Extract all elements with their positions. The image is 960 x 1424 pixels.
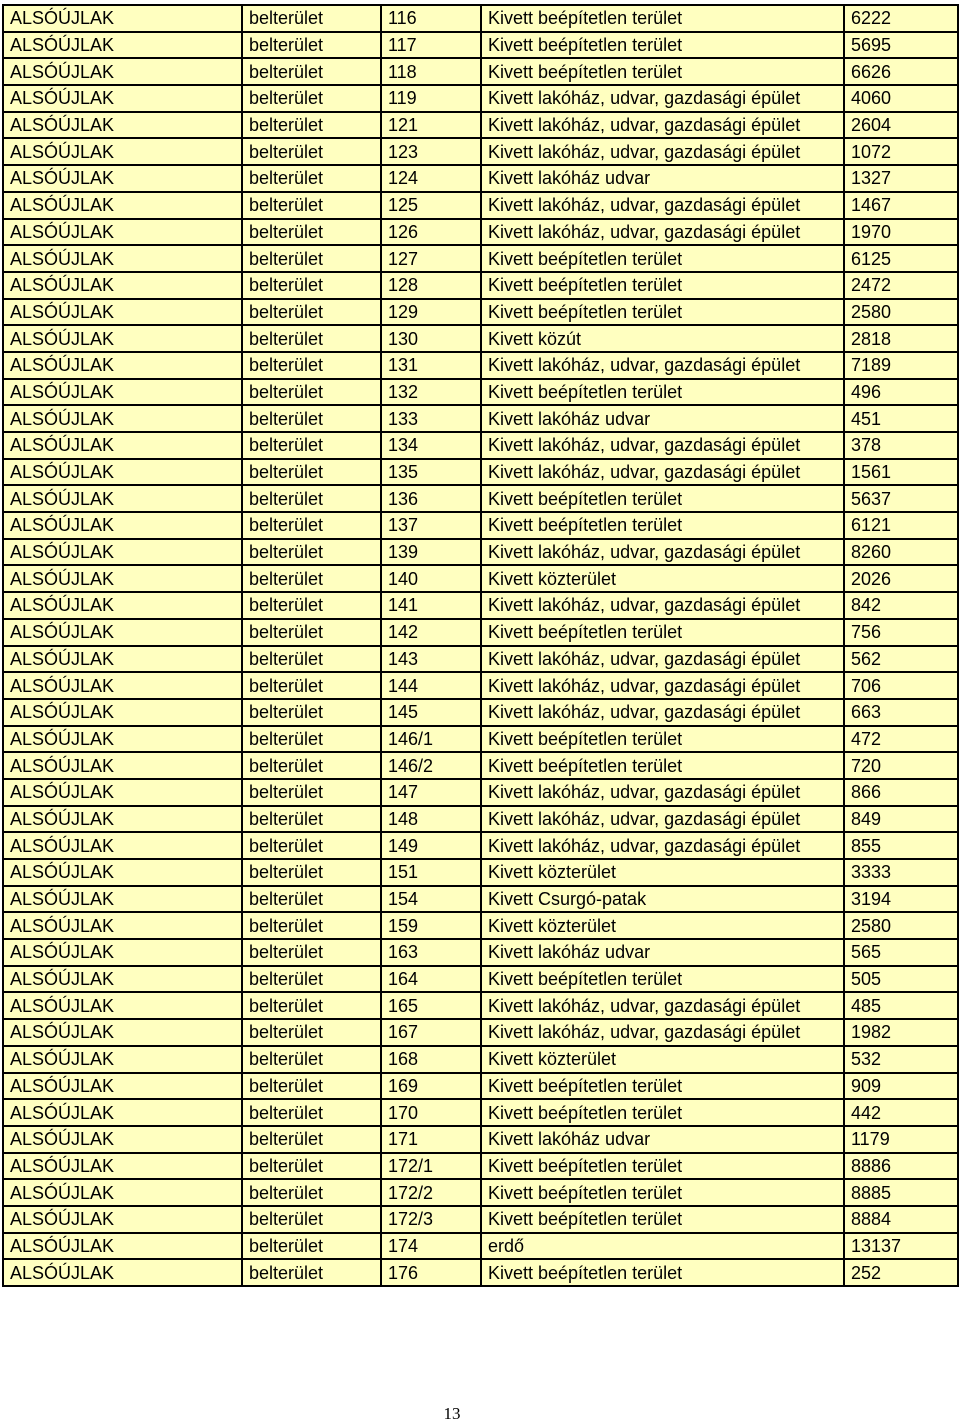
parcel-number-cell: 139	[381, 539, 481, 566]
table-row	[3, 245, 958, 272]
land-use-cell: Kivett közút	[481, 325, 844, 352]
parcel-number-cell: 172/1	[381, 1153, 481, 1180]
area-size-cell: 2580	[844, 912, 958, 939]
area-size-cell: 532	[844, 1046, 958, 1073]
parcel-number-cell: 148	[381, 806, 481, 833]
area-size-cell: 4060	[844, 85, 958, 112]
table-row	[3, 832, 958, 859]
area-size-cell: 756	[844, 619, 958, 646]
land-use-cell: Kivett beépítetlen terület	[481, 966, 844, 993]
settlement-cell: ALSÓÚJLAK	[3, 58, 242, 85]
table-body	[3, 5, 958, 1286]
land-use-cell: Kivett beépítetlen terület	[481, 32, 844, 59]
area-type-cell: belterület	[242, 85, 381, 112]
parcel-number-cell: 124	[381, 165, 481, 192]
area-size-cell: 8885	[844, 1179, 958, 1206]
parcel-number-cell: 172/2	[381, 1179, 481, 1206]
land-use-cell: Kivett lakóház udvar	[481, 405, 844, 432]
area-size-cell: 1970	[844, 219, 958, 246]
area-type-cell: belterület	[242, 672, 381, 699]
table-row	[3, 699, 958, 726]
area-type-cell: belterület	[242, 32, 381, 59]
land-use-cell: Kivett lakóház, udvar, gazdasági épület	[481, 592, 844, 619]
area-size-cell: 485	[844, 992, 958, 1019]
table-row	[3, 992, 958, 1019]
area-type-cell: belterület	[242, 565, 381, 592]
land-use-cell: Kivett lakóház, udvar, gazdasági épület	[481, 192, 844, 219]
settlement-cell: ALSÓÚJLAK	[3, 1233, 242, 1260]
area-size-cell: 1982	[844, 1019, 958, 1046]
table-row	[3, 726, 958, 753]
land-use-cell: Kivett lakóház udvar	[481, 939, 844, 966]
parcel-number-cell: 126	[381, 219, 481, 246]
area-type-cell: belterület	[242, 1233, 381, 1260]
settlement-cell: ALSÓÚJLAK	[3, 619, 242, 646]
parcel-number-cell: 170	[381, 1099, 481, 1126]
settlement-cell: ALSÓÚJLAK	[3, 1019, 242, 1046]
parcel-number-cell: 159	[381, 912, 481, 939]
settlement-cell: ALSÓÚJLAK	[3, 379, 242, 406]
area-type-cell: belterület	[242, 58, 381, 85]
settlement-cell: ALSÓÚJLAK	[3, 325, 242, 352]
area-type-cell: belterület	[242, 992, 381, 1019]
area-size-cell: 663	[844, 699, 958, 726]
table-row	[3, 806, 958, 833]
parcel-number-cell: 146/2	[381, 752, 481, 779]
parcel-number-cell: 169	[381, 1073, 481, 1100]
land-use-cell: Kivett lakóház, udvar, gazdasági épület	[481, 85, 844, 112]
table-row	[3, 939, 958, 966]
area-type-cell: belterület	[242, 245, 381, 272]
land-use-cell: Kivett beépítetlen terület	[481, 245, 844, 272]
land-use-cell: Kivett beépítetlen terület	[481, 379, 844, 406]
area-size-cell: 8886	[844, 1153, 958, 1180]
parcel-number-cell: 132	[381, 379, 481, 406]
table-row	[3, 646, 958, 673]
table-row	[3, 619, 958, 646]
table-row	[3, 192, 958, 219]
table-row	[3, 859, 958, 886]
parcel-number-cell: 118	[381, 58, 481, 85]
area-type-cell: belterület	[242, 299, 381, 326]
area-size-cell: 2818	[844, 325, 958, 352]
parcel-number-cell: 141	[381, 592, 481, 619]
parcel-number-cell: 163	[381, 939, 481, 966]
table-row	[3, 58, 958, 85]
table-row	[3, 299, 958, 326]
area-type-cell: belterület	[242, 1259, 381, 1286]
land-use-cell: Kivett beépítetlen terület	[481, 726, 844, 753]
table-row	[3, 165, 958, 192]
area-type-cell: belterület	[242, 832, 381, 859]
parcel-number-cell: 140	[381, 565, 481, 592]
area-type-cell: belterület	[242, 138, 381, 165]
parcel-number-cell: 176	[381, 1259, 481, 1286]
area-type-cell: belterület	[242, 1126, 381, 1153]
table-row	[3, 138, 958, 165]
settlement-cell: ALSÓÚJLAK	[3, 219, 242, 246]
land-use-cell: erdő	[481, 1233, 844, 1260]
area-size-cell: 1467	[844, 192, 958, 219]
area-size-cell: 1072	[844, 138, 958, 165]
land-use-cell: Kivett közterület	[481, 1046, 844, 1073]
area-size-cell: 2580	[844, 299, 958, 326]
area-type-cell: belterület	[242, 432, 381, 459]
table-row	[3, 779, 958, 806]
area-size-cell: 451	[844, 405, 958, 432]
land-use-cell: Kivett lakóház, udvar, gazdasági épület	[481, 432, 844, 459]
land-use-cell: Kivett lakóház udvar	[481, 165, 844, 192]
settlement-cell: ALSÓÚJLAK	[3, 1126, 242, 1153]
land-use-cell: Kivett lakóház, udvar, gazdasági épület	[481, 352, 844, 379]
parcel-number-cell: 137	[381, 512, 481, 539]
page-number: 13	[443, 1404, 461, 1423]
area-size-cell: 505	[844, 966, 958, 993]
land-use-cell: Kivett lakóház, udvar, gazdasági épület	[481, 832, 844, 859]
table-row	[3, 912, 958, 939]
settlement-cell: ALSÓÚJLAK	[3, 485, 242, 512]
table-row	[3, 379, 958, 406]
parcel-number-cell: 134	[381, 432, 481, 459]
settlement-cell: ALSÓÚJLAK	[3, 192, 242, 219]
land-use-cell: Kivett beépítetlen terület	[481, 272, 844, 299]
area-size-cell: 472	[844, 726, 958, 753]
settlement-cell: ALSÓÚJLAK	[3, 646, 242, 673]
table-row	[3, 1099, 958, 1126]
settlement-cell: ALSÓÚJLAK	[3, 112, 242, 139]
table-row	[3, 592, 958, 619]
area-type-cell: belterület	[242, 939, 381, 966]
area-size-cell: 2472	[844, 272, 958, 299]
area-type-cell: belterület	[242, 379, 381, 406]
area-type-cell: belterület	[242, 1179, 381, 1206]
parcel-number-cell: 142	[381, 619, 481, 646]
settlement-cell: ALSÓÚJLAK	[3, 539, 242, 566]
land-use-cell: Kivett beépítetlen terület	[481, 512, 844, 539]
land-use-cell: Kivett beépítetlen terület	[481, 58, 844, 85]
land-use-cell: Kivett lakóház, udvar, gazdasági épület	[481, 459, 844, 486]
settlement-cell: ALSÓÚJLAK	[3, 1206, 242, 1233]
area-size-cell: 1327	[844, 165, 958, 192]
parcel-number-cell: 165	[381, 992, 481, 1019]
settlement-cell: ALSÓÚJLAK	[3, 859, 242, 886]
land-use-cell: Kivett lakóház, udvar, gazdasági épület	[481, 138, 844, 165]
area-size-cell: 7189	[844, 352, 958, 379]
land-use-cell: Kivett lakóház, udvar, gazdasági épület	[481, 779, 844, 806]
area-size-cell: 6222	[844, 5, 958, 32]
area-size-cell: 5695	[844, 32, 958, 59]
parcel-number-cell: 151	[381, 859, 481, 886]
area-size-cell: 2604	[844, 112, 958, 139]
area-size-cell: 252	[844, 1259, 958, 1286]
settlement-cell: ALSÓÚJLAK	[3, 1046, 242, 1073]
land-use-cell: Kivett közterület	[481, 565, 844, 592]
settlement-cell: ALSÓÚJLAK	[3, 912, 242, 939]
table-row	[3, 1233, 958, 1260]
area-type-cell: belterület	[242, 912, 381, 939]
table-row	[3, 512, 958, 539]
area-type-cell: belterület	[242, 619, 381, 646]
area-size-cell: 855	[844, 832, 958, 859]
area-type-cell: belterület	[242, 859, 381, 886]
settlement-cell: ALSÓÚJLAK	[3, 459, 242, 486]
parcel-number-cell: 147	[381, 779, 481, 806]
table-row	[3, 1019, 958, 1046]
land-use-cell: Kivett beépítetlen terület	[481, 299, 844, 326]
parcel-number-cell: 133	[381, 405, 481, 432]
area-type-cell: belterület	[242, 699, 381, 726]
area-type-cell: belterület	[242, 1206, 381, 1233]
land-use-cell: Kivett beépítetlen terület	[481, 619, 844, 646]
area-type-cell: belterület	[242, 886, 381, 913]
parcel-number-cell: 171	[381, 1126, 481, 1153]
settlement-cell: ALSÓÚJLAK	[3, 32, 242, 59]
parcel-number-cell: 154	[381, 886, 481, 913]
parcel-number-cell: 136	[381, 485, 481, 512]
settlement-cell: ALSÓÚJLAK	[3, 165, 242, 192]
table-row	[3, 112, 958, 139]
settlement-cell: ALSÓÚJLAK	[3, 779, 242, 806]
land-use-cell: Kivett lakóház, udvar, gazdasági épület	[481, 219, 844, 246]
parcel-number-cell: 149	[381, 832, 481, 859]
settlement-cell: ALSÓÚJLAK	[3, 512, 242, 539]
settlement-cell: ALSÓÚJLAK	[3, 832, 242, 859]
area-type-cell: belterület	[242, 1153, 381, 1180]
area-type-cell: belterület	[242, 646, 381, 673]
area-type-cell: belterület	[242, 512, 381, 539]
table-row	[3, 539, 958, 566]
area-type-cell: belterület	[242, 165, 381, 192]
settlement-cell: ALSÓÚJLAK	[3, 726, 242, 753]
area-size-cell: 8260	[844, 539, 958, 566]
area-type-cell: belterület	[242, 405, 381, 432]
table-row	[3, 459, 958, 486]
settlement-cell: ALSÓÚJLAK	[3, 992, 242, 1019]
area-type-cell: belterület	[242, 752, 381, 779]
area-type-cell: belterület	[242, 112, 381, 139]
table-row	[3, 1073, 958, 1100]
area-type-cell: belterület	[242, 806, 381, 833]
settlement-cell: ALSÓÚJLAK	[3, 565, 242, 592]
area-type-cell: belterület	[242, 779, 381, 806]
table-row	[3, 5, 958, 32]
parcel-number-cell: 123	[381, 138, 481, 165]
settlement-cell: ALSÓÚJLAK	[3, 432, 242, 459]
settlement-cell: ALSÓÚJLAK	[3, 939, 242, 966]
parcel-number-cell: 125	[381, 192, 481, 219]
land-use-cell: Kivett beépítetlen terület	[481, 5, 844, 32]
area-size-cell: 706	[844, 672, 958, 699]
table-row	[3, 485, 958, 512]
table-row	[3, 1126, 958, 1153]
table-row	[3, 219, 958, 246]
parcel-number-cell: 119	[381, 85, 481, 112]
settlement-cell: ALSÓÚJLAK	[3, 405, 242, 432]
settlement-cell: ALSÓÚJLAK	[3, 272, 242, 299]
land-parcel-table	[2, 4, 959, 1287]
land-use-cell: Kivett beépítetlen terület	[481, 1206, 844, 1233]
area-size-cell: 562	[844, 646, 958, 673]
land-use-cell: Kivett lakóház, udvar, gazdasági épület	[481, 699, 844, 726]
parcel-number-cell: 135	[381, 459, 481, 486]
area-size-cell: 6626	[844, 58, 958, 85]
parcel-number-cell: 143	[381, 646, 481, 673]
area-size-cell: 1179	[844, 1126, 958, 1153]
settlement-cell: ALSÓÚJLAK	[3, 85, 242, 112]
table-row	[3, 1179, 958, 1206]
settlement-cell: ALSÓÚJLAK	[3, 1153, 242, 1180]
area-size-cell: 378	[844, 432, 958, 459]
settlement-cell: ALSÓÚJLAK	[3, 806, 242, 833]
settlement-cell: ALSÓÚJLAK	[3, 966, 242, 993]
table-row	[3, 272, 958, 299]
land-use-cell: Kivett lakóház, udvar, gazdasági épület	[481, 992, 844, 1019]
area-type-cell: belterület	[242, 539, 381, 566]
parcel-number-cell: 145	[381, 699, 481, 726]
table-row	[3, 32, 958, 59]
land-use-cell: Kivett beépítetlen terület	[481, 1153, 844, 1180]
area-size-cell: 909	[844, 1073, 958, 1100]
settlement-cell: ALSÓÚJLAK	[3, 352, 242, 379]
area-size-cell: 496	[844, 379, 958, 406]
area-size-cell: 3333	[844, 859, 958, 886]
table-row	[3, 886, 958, 913]
area-type-cell: belterület	[242, 726, 381, 753]
parcel-number-cell: 167	[381, 1019, 481, 1046]
land-use-cell: Kivett beépítetlen terület	[481, 485, 844, 512]
area-size-cell: 842	[844, 592, 958, 619]
area-size-cell: 13137	[844, 1233, 958, 1260]
table-row	[3, 325, 958, 352]
parcel-number-cell: 168	[381, 1046, 481, 1073]
area-type-cell: belterület	[242, 1073, 381, 1100]
parcel-number-cell: 174	[381, 1233, 481, 1260]
area-size-cell: 8884	[844, 1206, 958, 1233]
parcel-number-cell: 116	[381, 5, 481, 32]
area-type-cell: belterület	[242, 592, 381, 619]
settlement-cell: ALSÓÚJLAK	[3, 1259, 242, 1286]
parcel-number-cell: 130	[381, 325, 481, 352]
table-row	[3, 1259, 958, 1286]
parcel-number-cell: 117	[381, 32, 481, 59]
settlement-cell: ALSÓÚJLAK	[3, 1099, 242, 1126]
area-type-cell: belterület	[242, 192, 381, 219]
area-type-cell: belterület	[242, 1019, 381, 1046]
land-use-cell: Kivett lakóház, udvar, gazdasági épület	[481, 539, 844, 566]
settlement-cell: ALSÓÚJLAK	[3, 245, 242, 272]
settlement-cell: ALSÓÚJLAK	[3, 1073, 242, 1100]
table-row	[3, 966, 958, 993]
land-use-cell: Kivett lakóház udvar	[481, 1126, 844, 1153]
land-use-cell: Kivett beépítetlen terület	[481, 752, 844, 779]
area-size-cell: 565	[844, 939, 958, 966]
table-row	[3, 565, 958, 592]
land-use-cell: Kivett beépítetlen terület	[481, 1073, 844, 1100]
area-type-cell: belterület	[242, 325, 381, 352]
parcel-number-cell: 164	[381, 966, 481, 993]
area-size-cell: 6125	[844, 245, 958, 272]
settlement-cell: ALSÓÚJLAK	[3, 592, 242, 619]
area-size-cell: 720	[844, 752, 958, 779]
area-type-cell: belterület	[242, 459, 381, 486]
land-use-cell: Kivett lakóház, udvar, gazdasági épület	[481, 646, 844, 673]
settlement-cell: ALSÓÚJLAK	[3, 699, 242, 726]
settlement-cell: ALSÓÚJLAK	[3, 5, 242, 32]
parcel-number-cell: 146/1	[381, 726, 481, 753]
land-use-cell: Kivett beépítetlen terület	[481, 1259, 844, 1286]
parcel-number-cell: 121	[381, 112, 481, 139]
land-use-cell: Kivett Csurgó-patak	[481, 886, 844, 913]
parcel-number-cell: 128	[381, 272, 481, 299]
area-type-cell: belterület	[242, 485, 381, 512]
table-row	[3, 752, 958, 779]
land-use-cell: Kivett lakóház, udvar, gazdasági épület	[481, 672, 844, 699]
table-row	[3, 1206, 958, 1233]
area-size-cell: 866	[844, 779, 958, 806]
parcel-number-cell: 131	[381, 352, 481, 379]
table-row	[3, 85, 958, 112]
parcel-number-cell: 129	[381, 299, 481, 326]
table-row	[3, 352, 958, 379]
area-type-cell: belterület	[242, 1099, 381, 1126]
area-size-cell: 849	[844, 806, 958, 833]
area-size-cell: 6121	[844, 512, 958, 539]
settlement-cell: ALSÓÚJLAK	[3, 1179, 242, 1206]
area-size-cell: 1561	[844, 459, 958, 486]
land-use-cell: Kivett közterület	[481, 859, 844, 886]
settlement-cell: ALSÓÚJLAK	[3, 886, 242, 913]
land-use-cell: Kivett lakóház, udvar, gazdasági épület	[481, 112, 844, 139]
land-use-cell: Kivett lakóház, udvar, gazdasági épület	[481, 1019, 844, 1046]
land-use-cell: Kivett közterület	[481, 912, 844, 939]
area-type-cell: belterület	[242, 5, 381, 32]
parcel-number-cell: 172/3	[381, 1206, 481, 1233]
land-use-cell: Kivett lakóház, udvar, gazdasági épület	[481, 806, 844, 833]
parcel-number-cell: 144	[381, 672, 481, 699]
table-row	[3, 1153, 958, 1180]
table-row	[3, 405, 958, 432]
parcel-number-cell: 127	[381, 245, 481, 272]
area-type-cell: belterület	[242, 352, 381, 379]
table-row	[3, 672, 958, 699]
land-use-cell: Kivett beépítetlen terület	[481, 1179, 844, 1206]
area-type-cell: belterület	[242, 1046, 381, 1073]
land-use-cell: Kivett beépítetlen terület	[481, 1099, 844, 1126]
area-size-cell: 2026	[844, 565, 958, 592]
settlement-cell: ALSÓÚJLAK	[3, 138, 242, 165]
area-size-cell: 5637	[844, 485, 958, 512]
settlement-cell: ALSÓÚJLAK	[3, 672, 242, 699]
area-type-cell: belterület	[242, 219, 381, 246]
area-type-cell: belterület	[242, 966, 381, 993]
settlement-cell: ALSÓÚJLAK	[3, 752, 242, 779]
settlement-cell: ALSÓÚJLAK	[3, 299, 242, 326]
table-row	[3, 432, 958, 459]
area-size-cell: 3194	[844, 886, 958, 913]
area-size-cell: 442	[844, 1099, 958, 1126]
table-row	[3, 1046, 958, 1073]
area-type-cell: belterület	[242, 272, 381, 299]
